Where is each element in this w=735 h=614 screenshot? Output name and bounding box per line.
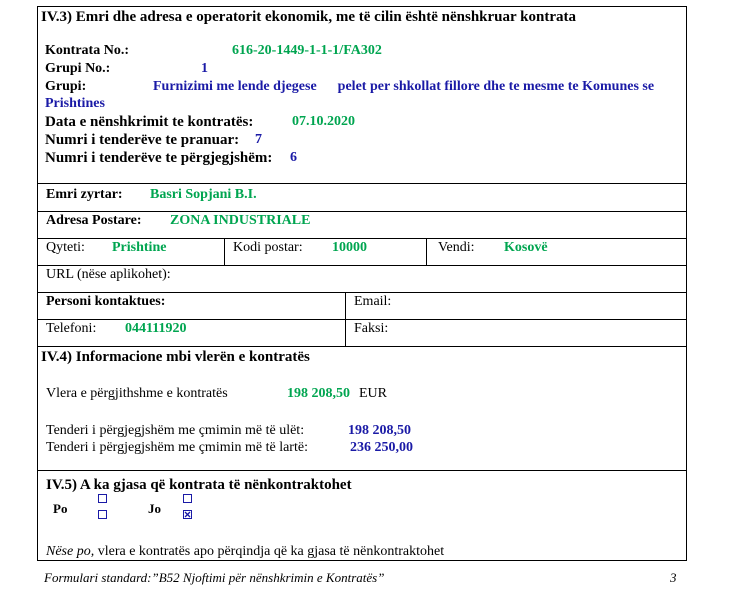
- divider: [38, 470, 686, 471]
- kodi-value: 10000: [332, 240, 367, 255]
- grupi-label: Grupi:: [45, 79, 87, 94]
- larte-label: Tenderi i përgjegjshëm me çmimin më të lartë:: [46, 440, 308, 455]
- emri-value: Basri Sopjani B.I.: [150, 187, 257, 202]
- faksi-label: Faksi:: [354, 321, 389, 336]
- kontrata-label: Kontrata No.:: [45, 43, 129, 58]
- ulet-label: Tenderi i përgjegjshëm me çmimin më të ulët:: [46, 423, 305, 438]
- personi-label: Personi kontaktues:: [46, 294, 166, 309]
- checkbox-po[interactable]: [98, 510, 107, 519]
- divider: [38, 346, 686, 347]
- section-5-title: IV.5) A ka gjasa që kontrata të nënkontraktohet: [46, 477, 352, 493]
- grupi-value-cont: Prishtines: [45, 96, 105, 111]
- url-label: URL (nëse aplikohet):: [46, 267, 171, 282]
- adresa-label: Adresa Postare:: [46, 213, 142, 228]
- adresa-value: ZONA INDUSTRIALE: [170, 213, 311, 228]
- kontrata-value: 616-20-1449-1-1-1/FA302: [232, 43, 382, 58]
- note-rest: vlera e kontratës apo përqindja që ka gjasa të nënkontraktohet: [94, 544, 445, 559]
- grupi-value: Furnizimi me lende djegese pelet per shkollat fillore dhe te mesme te Komunes se: [153, 79, 655, 94]
- vlera-currency: EUR: [359, 386, 387, 401]
- qyteti-value: Prishtine: [112, 240, 167, 255]
- vlera-value: 198 208,50: [287, 386, 350, 401]
- pranuar-value: 7: [255, 132, 262, 147]
- ulet-value: 198 208,50: [348, 423, 411, 438]
- kodi-label: Kodi postar:: [233, 240, 303, 255]
- note-italic: Nëse po,: [46, 544, 95, 559]
- divider: [38, 292, 686, 293]
- pergjegjshem-label: Numri i tenderëve te përgjegjshëm:: [45, 150, 273, 166]
- checkbox-jo-checked[interactable]: [183, 510, 192, 519]
- data-value: 07.10.2020: [292, 114, 355, 129]
- section-3-title: IV.3) Emri dhe adresa e operatorit ekonomik, me të cilin është nënshkruar kontrata: [41, 9, 576, 25]
- checkbox-jo-top[interactable]: [183, 494, 192, 503]
- jo-label: Jo: [148, 501, 161, 516]
- vendi-value: Kosovë: [504, 240, 548, 255]
- email-label: Email:: [354, 294, 392, 309]
- divider: [345, 292, 346, 346]
- divider: [38, 319, 686, 320]
- qyteti-label: Qyteti:: [46, 240, 85, 255]
- grupi-no-label: Grupi No.:: [45, 61, 111, 76]
- subcontract-note: [46, 544, 444, 560]
- section-4-title: IV.4) Informacione mbi vlerën e kontratës: [41, 349, 310, 365]
- po-label: Po: [53, 501, 68, 516]
- divider: [38, 183, 686, 184]
- vendi-label: Vendi:: [438, 240, 475, 255]
- pranuar-label: Numri i tenderëve te pranuar:: [45, 132, 240, 148]
- pergjegjshem-value: 6: [290, 150, 297, 165]
- telefoni-label: Telefoni:: [46, 321, 97, 336]
- vlera-label: Vlera e përgjithshme e kontratës: [46, 386, 228, 401]
- footer-form-label: Formulari standard:”B52 Njoftimi për nënshkrimin e Kontratës”: [44, 570, 385, 585]
- divider: [426, 238, 427, 265]
- telefoni-value: 044111920: [125, 321, 187, 336]
- data-label: Data e nënshkrimit te kontratës:: [45, 114, 254, 130]
- divider: [38, 238, 686, 239]
- checkbox-po-top[interactable]: [98, 494, 107, 503]
- divider: [38, 211, 686, 212]
- divider: [224, 238, 225, 265]
- checkmark-x-icon: [184, 511, 193, 520]
- larte-value: 236 250,00: [350, 440, 413, 455]
- grupi-no-value: 1: [201, 61, 208, 76]
- emri-label: Emri zyrtar:: [46, 187, 123, 202]
- divider: [38, 265, 686, 266]
- page-number: 3: [670, 570, 677, 585]
